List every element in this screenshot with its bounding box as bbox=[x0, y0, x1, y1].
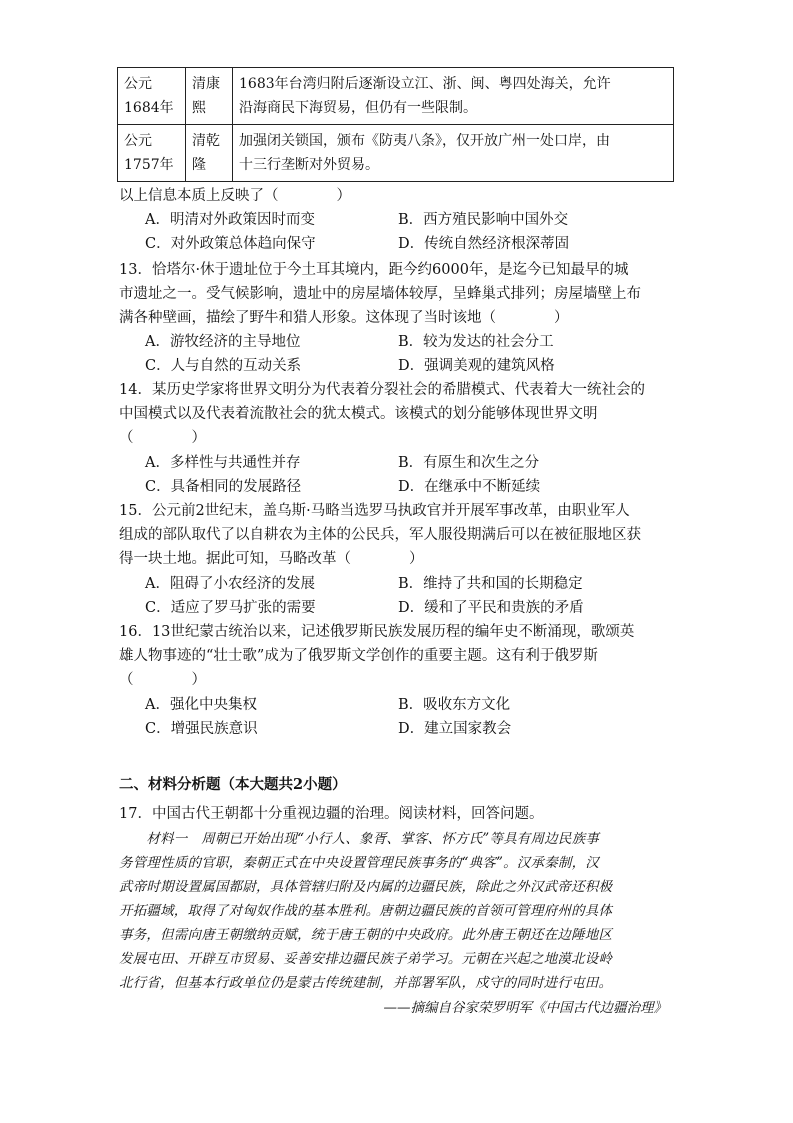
q12-option-d[interactable]: D．传统自然经济根深蒂固 bbox=[398, 236, 570, 252]
q15-option-c[interactable]: C．适应了罗马扩张的需要 bbox=[145, 600, 316, 616]
q16-stem-line: 雄人物事迹的“壮士歌”成为了俄罗斯文学创作的重要主题。这有利于俄罗斯 bbox=[119, 648, 598, 664]
table-row bbox=[118, 125, 674, 182]
era-text: 清乾 bbox=[192, 133, 220, 149]
table-row bbox=[118, 68, 674, 125]
q15-stem-line: 得一块土地。据此可知，马略改革（ ） bbox=[119, 551, 424, 567]
year-cell bbox=[118, 68, 186, 125]
policy-table bbox=[117, 67, 674, 182]
q15-option-b[interactable]: B．维持了共和国的长期稳定 bbox=[398, 576, 583, 592]
q13-stem-line: 13．恰塔尔·休于遗址位于今土耳其境内，距今约6000年，是迄今已知最早的城 bbox=[119, 262, 629, 278]
era-text: 清康 bbox=[192, 76, 220, 92]
q14-option-d[interactable]: D．在继承中不断延续 bbox=[398, 479, 541, 495]
material-line: 武帝时期设置属国都尉，具体管辖归附及内属的边疆民族，除此之外汉武帝还积极 bbox=[119, 879, 613, 895]
material-line: 发展屯田、开辟互市贸易、妥善安排边疆民族子弟学习。元朝在兴起之地漠北设岭 bbox=[119, 951, 613, 967]
q14-option-a[interactable]: A．多样性与共通性并存 bbox=[145, 455, 301, 471]
q14-stem-line: 14．某历史学家将世界文明分为代表着分裂社会的希腊模式、代表着大一统社会的 bbox=[119, 382, 645, 398]
era-text: 隆 bbox=[192, 157, 206, 173]
q14-stem-line: （ ） bbox=[119, 430, 206, 446]
era-cell bbox=[186, 125, 233, 182]
event-text: 沿海商民下海贸易，但仍有一些限制。 bbox=[239, 100, 477, 116]
material-line: 事务，但需向唐王朝缴纳贡赋，统于唐王朝的中央政府。此外唐王朝还在边陲地区 bbox=[119, 927, 613, 943]
q15-option-a[interactable]: A．阻碍了小农经济的发展 bbox=[145, 576, 315, 592]
q17-stem: 17．中国古代王朝都十分重视边疆的治理。阅读材料，回答问题。 bbox=[119, 806, 544, 822]
q16-stem-line: 16．13世纪蒙古统治以来，记述俄罗斯民族发展历程的编年史不断涌现，歌颂英 bbox=[119, 624, 635, 640]
year-text: 1684年 bbox=[124, 100, 174, 116]
q16-option-b[interactable]: B．吸收东方文化 bbox=[398, 697, 511, 713]
year-cell bbox=[118, 125, 186, 182]
q12-stem: 以上信息本质上反映了（ ） bbox=[119, 188, 351, 204]
q15-option-d[interactable]: D．缓和了平民和贵族的矛盾 bbox=[398, 600, 584, 616]
q15-stem-line: 组成的部队取代了以自耕农为主体的公民兵，军人服役期满后可以在被征服地区获 bbox=[119, 527, 641, 543]
q13-stem-line: 满各种壁画，描绘了野牛和猎人形象。这体现了当时该地（ ） bbox=[119, 310, 569, 326]
q16-stem-line: （ ） bbox=[119, 672, 206, 688]
q16-option-a[interactable]: A．强化中央集权 bbox=[145, 697, 257, 713]
q12-option-c[interactable]: C．对外政策总体趋向保守 bbox=[145, 236, 316, 252]
event-cell bbox=[233, 68, 674, 125]
year-text: 公元 bbox=[124, 76, 152, 92]
year-text: 1757年 bbox=[124, 157, 174, 173]
q15-stem-line: 15．公元前2世纪末，盖乌斯·马略当选罗马执政官并开展军事改革，由职业军人 bbox=[119, 503, 630, 519]
q13-option-a[interactable]: A．游牧经济的主导地位 bbox=[145, 334, 301, 350]
q14-stem-line: 中国模式以及代表着流散社会的犹太模式。该模式的划分能够体现世界文明 bbox=[119, 406, 598, 422]
material-line: 开拓疆域，取得了对匈奴作战的基本胜利。唐朝边疆民族的首领可管理府州的具体 bbox=[119, 903, 613, 919]
material-line: 材料一 周朝已开始出现“小行人、象胥、掌客、怀方氏”等具有周边民族事 bbox=[119, 831, 600, 847]
q16-option-c[interactable]: C．增强民族意识 bbox=[145, 721, 258, 737]
era-text: 熙 bbox=[192, 100, 206, 116]
q13-option-d[interactable]: D．强调美观的建筑风格 bbox=[398, 358, 555, 374]
q14-option-c[interactable]: C．具备相同的发展路径 bbox=[145, 479, 302, 495]
q12-option-b[interactable]: B．西方殖民影响中国外交 bbox=[398, 212, 569, 228]
q13-option-b[interactable]: B．较为发达的社会分工 bbox=[398, 334, 554, 350]
q13-stem-line: 市遗址之一。受气候影响，遗址中的房屋墙体较厚，呈蜂巢式排列；房屋墙壁上布 bbox=[119, 286, 641, 302]
event-text: 十三行垄断对外贸易。 bbox=[239, 157, 379, 173]
year-text: 公元 bbox=[124, 133, 152, 149]
era-cell bbox=[186, 68, 233, 125]
event-cell bbox=[233, 125, 674, 182]
q12-option-a[interactable]: A．明清对外政策因时而变 bbox=[145, 212, 315, 228]
q13-option-c[interactable]: C．人与自然的互动关系 bbox=[145, 358, 302, 374]
section-title: 二、材料分析题（本大题共2小题） bbox=[119, 776, 347, 793]
event-text: 加强闭关锁国，颁布《防夷八条》，仅开放广州一处口岸，由 bbox=[239, 133, 610, 149]
material-source: ——摘编自谷家荣罗明军《中国古代边疆治理》 bbox=[383, 1000, 667, 1016]
q14-option-b[interactable]: B．有原生和次生之分 bbox=[398, 455, 540, 471]
q16-option-d[interactable]: D．建立国家教会 bbox=[398, 721, 512, 737]
event-text: 1683年台湾归附后逐渐设立江、浙、闽、粤四处海关，允许 bbox=[239, 76, 611, 92]
material-line: 北行省，但基本行政单位仍是蒙古传统建制，并部署军队，戍守的同时进行屯田。 bbox=[119, 975, 613, 991]
material-line: 务管理性质的官职，秦朝正式在中央设置管理民族事务的“典客”。汉承秦制，汉 bbox=[119, 855, 600, 871]
